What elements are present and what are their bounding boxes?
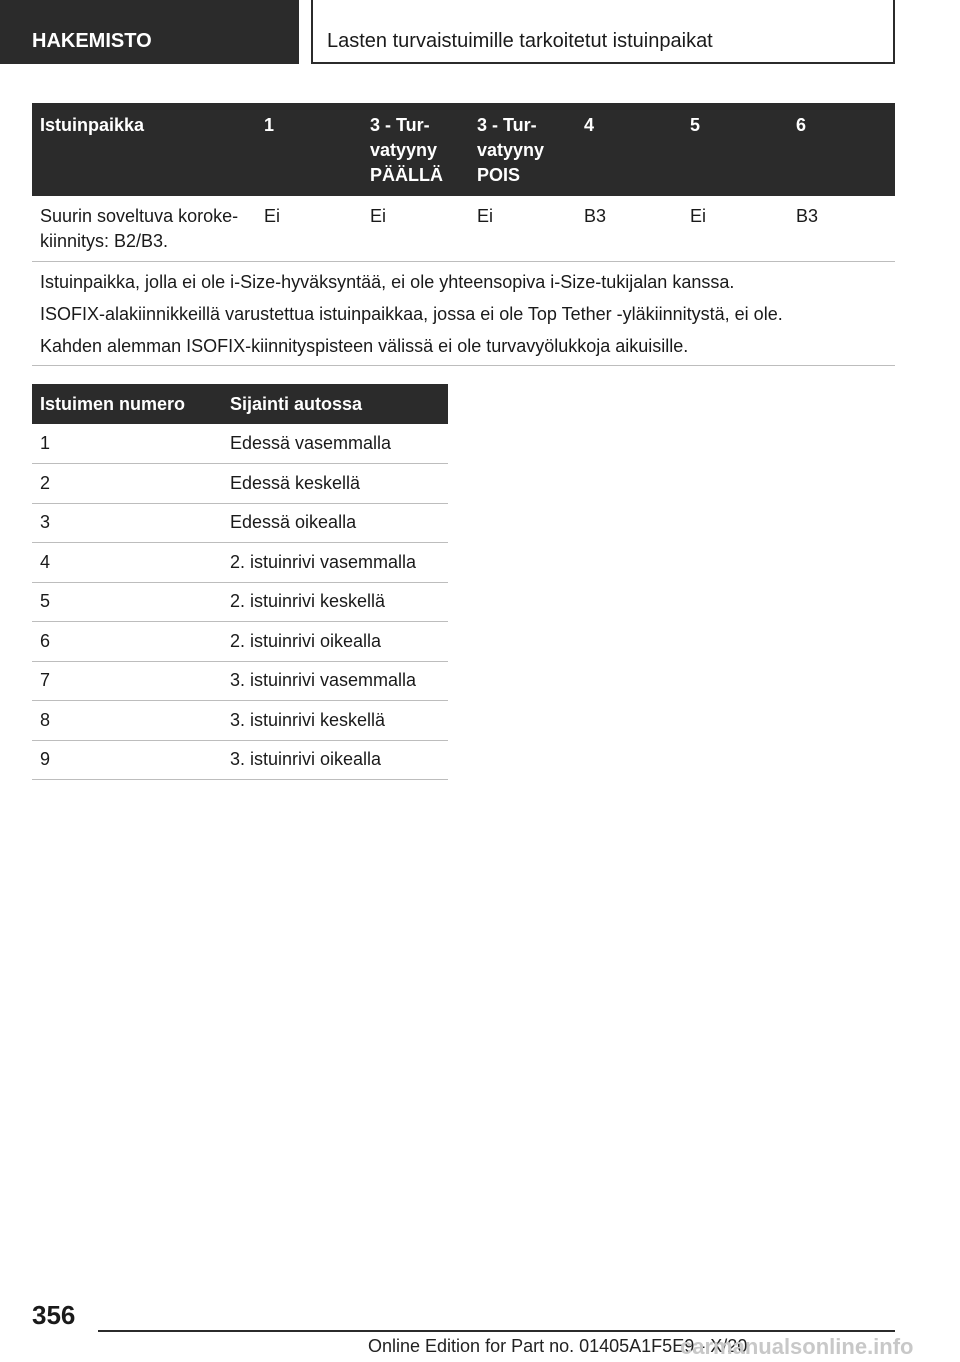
seat-location: Edessä oikealla	[222, 503, 448, 543]
seat-location: 2. istuinrivi keskellä	[222, 582, 448, 622]
table-row	[32, 622, 448, 662]
note-text: Kahden alemman ISOFIX-kiinnityspisteen välissä ei ole turvavyölukkoja aikuisille.	[40, 336, 689, 356]
seat-number: 1	[32, 424, 222, 464]
header-cell: 5	[682, 103, 788, 196]
table-cell: Ei	[362, 196, 469, 262]
table-row	[32, 424, 448, 464]
seat-location: 3. istuinrivi keskellä	[222, 701, 448, 741]
table-row	[32, 582, 448, 622]
note-text: ISOFIX-alakiinnikkeillä varustettua istuinpaikkaa, jossa ei ole Top Tether -yläkiinnitystä, ei ole.	[40, 304, 783, 324]
seat-number: 2	[32, 464, 222, 504]
table-cell: B3	[788, 196, 895, 262]
section-label: HAKEMISTO	[32, 30, 152, 52]
table-cell: Suurin soveltuva koroke- kiinnitys: B2/B3.	[32, 196, 256, 262]
note-text: Istuinpaikka, jolla ei ole i-Size-hyväksyntää, ei ole yhteensopiva i-Size-tukijalan kanssa.	[40, 272, 735, 292]
table-row	[32, 661, 448, 701]
seat-number: 3	[32, 503, 222, 543]
page-title: Lasten turvaistuimille tarkoitetut istuinpaikat	[327, 30, 713, 52]
header-cell: Istuinpaikka	[32, 103, 256, 196]
table-row	[32, 196, 895, 262]
notes-row	[32, 262, 895, 366]
seat-location: Edessä keskellä	[222, 464, 448, 504]
table-row	[32, 701, 448, 741]
notes-cell	[32, 262, 895, 366]
seat-number-table	[32, 384, 448, 780]
seat-number: 9	[32, 740, 222, 780]
seat-location: 2. istuinrivi oikealla	[222, 622, 448, 662]
table-header-row	[32, 384, 448, 424]
header-cell: 1	[256, 103, 362, 196]
seat-location: 2. istuinrivi vasemmalla	[222, 543, 448, 583]
table-cell: Ei	[682, 196, 788, 262]
edition-text: Online Edition for Part no. 01405A1F5E9 - X/20	[368, 1336, 748, 1356]
header-cell: 4	[576, 103, 682, 196]
table-row	[32, 543, 448, 583]
page-number: 356	[32, 1300, 76, 1330]
table-row	[32, 464, 448, 504]
table-header-row	[32, 103, 895, 196]
seat-number: 6	[32, 622, 222, 662]
table-cell: Ei	[256, 196, 362, 262]
seat-number: 8	[32, 701, 222, 741]
seat-number: 4	[32, 543, 222, 583]
table-row	[32, 503, 448, 543]
seat-location: 3. istuinrivi vasemmalla	[222, 661, 448, 701]
page-title-box	[311, 0, 895, 64]
watermark: carmanualsonline.info	[680, 1334, 914, 1359]
header-cell: 3 - Tur- vatyyny PÄÄLLÄ	[362, 103, 469, 196]
header-cell: 3 - Tur- vatyyny POIS	[469, 103, 576, 196]
table-cell: Ei	[469, 196, 576, 262]
seat-number: 7	[32, 661, 222, 701]
seat-location: 3. istuinrivi oikealla	[222, 740, 448, 780]
header-cell: Sijainti autossa	[222, 384, 448, 424]
header-cell: 6	[788, 103, 895, 196]
seat-compatibility-table	[32, 103, 895, 366]
table-cell: B3	[576, 196, 682, 262]
section-tab[interactable]	[0, 0, 299, 64]
header-cell: Istuimen numero	[32, 384, 222, 424]
footer-divider	[98, 1330, 895, 1332]
table-row	[32, 740, 448, 780]
seat-location: Edessä vasemmalla	[222, 424, 448, 464]
seat-number: 5	[32, 582, 222, 622]
